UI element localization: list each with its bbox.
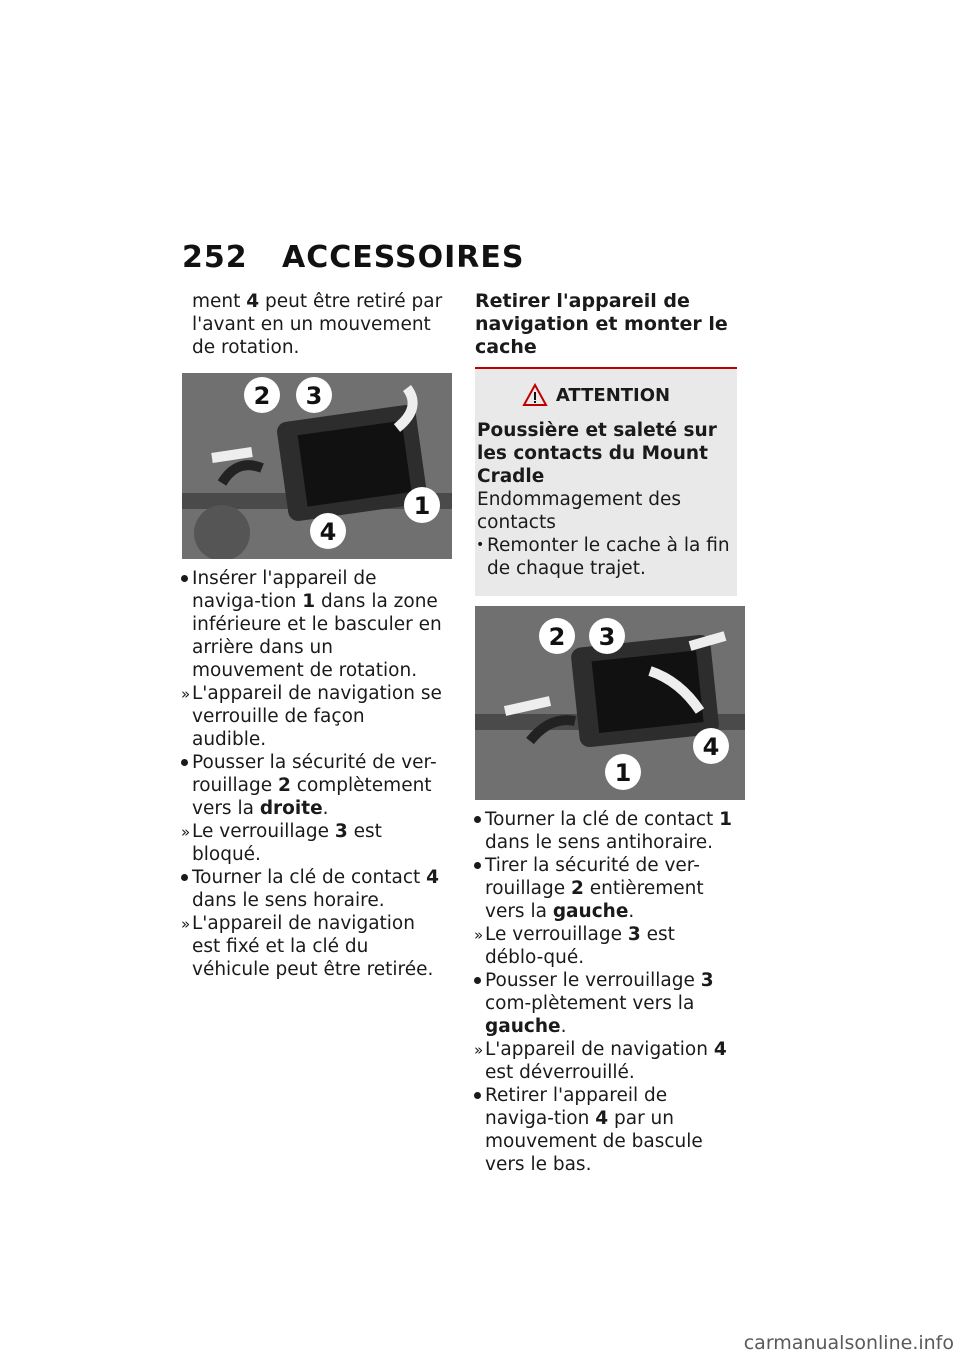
step-item: Pousser la sécurité de ver-rouillage 2 complètement vers la droite.: [192, 752, 437, 819]
warning-action: • Remonter le cache à la fin de chaque trajet.: [476, 535, 730, 579]
intro-paragraph: ment 4 peut être retiré par l'avant en un mouvement de rotation.: [192, 291, 443, 358]
section-title: Retirer l'appareil de navigation et monter le cache: [475, 290, 728, 358]
step-item: Retirer l'appareil de naviga-tion 4 par un mouvement de bascule vers le bas.: [485, 1085, 703, 1175]
callout-3: 3: [598, 623, 616, 651]
left-column: [182, 290, 444, 981]
warning-label: ATTENTION: [555, 384, 671, 406]
callout-2: 2: [548, 623, 566, 651]
right-column: [475, 290, 737, 1176]
step-item: Pousser le verrouillage 3 com-plètement vers la gauche.: [485, 970, 714, 1037]
result-item: » Le verrouillage 3 est bloqué.: [181, 821, 382, 865]
step-item: Tourner la clé de contact 1 dans le sens antihoraire.: [485, 809, 732, 853]
callout-4: 4: [702, 733, 720, 761]
result-item: » L'appareil de navigation est fixé et la clé du véhicule peut être retirée.: [181, 913, 434, 980]
watermark: carmanualsonline.info: [743, 1332, 954, 1354]
warning-triangle-icon: [522, 383, 548, 407]
chapter-title: ACCESSOIRES: [282, 240, 525, 275]
result-item: » Le verrouillage 3 est déblo-qué.: [474, 924, 675, 968]
callout-3: 3: [305, 382, 323, 410]
result-item: » L'appareil de navigation 4 est déverrouillé.: [474, 1039, 727, 1083]
callout-2: 2: [253, 382, 271, 410]
result-arrow-icon: »: [181, 915, 191, 933]
warning-heading: Poussière et saleté sur les contacts du Mount Cradle: [477, 420, 717, 487]
handlebar-illustration: [475, 606, 745, 800]
step-item: Tirer la sécurité de ver-rouillage 2 entièrement vers la gauche.: [485, 855, 704, 922]
page-header: [182, 240, 524, 275]
callout-1: 1: [614, 759, 632, 787]
step-item: Insérer l'appareil de naviga-tion 1 dans la zone inférieure et le basculer en arrière dans un mouvement de rotation.: [192, 568, 442, 681]
result-arrow-icon: »: [474, 926, 484, 944]
callout-1: 1: [413, 492, 431, 520]
result-arrow-icon: »: [181, 685, 191, 703]
handlebar-illustration: [182, 373, 452, 559]
warning-box: [475, 369, 737, 596]
warning-consequence: Endommagement des contacts: [477, 489, 682, 533]
step-item: Tourner la clé de contact 4 dans le sens horaire.: [192, 867, 439, 911]
bullet-icon: •: [476, 537, 485, 553]
figure-remove-navigation: [475, 606, 745, 800]
result-arrow-icon: »: [181, 823, 191, 841]
page-number: 252: [182, 240, 248, 275]
result-arrow-icon: »: [474, 1041, 484, 1059]
result-item: » L'appareil de navigation se verrouille de façon audible.: [181, 683, 442, 750]
callout-4: 4: [319, 518, 337, 546]
figure-mount-navigation: [182, 373, 452, 559]
